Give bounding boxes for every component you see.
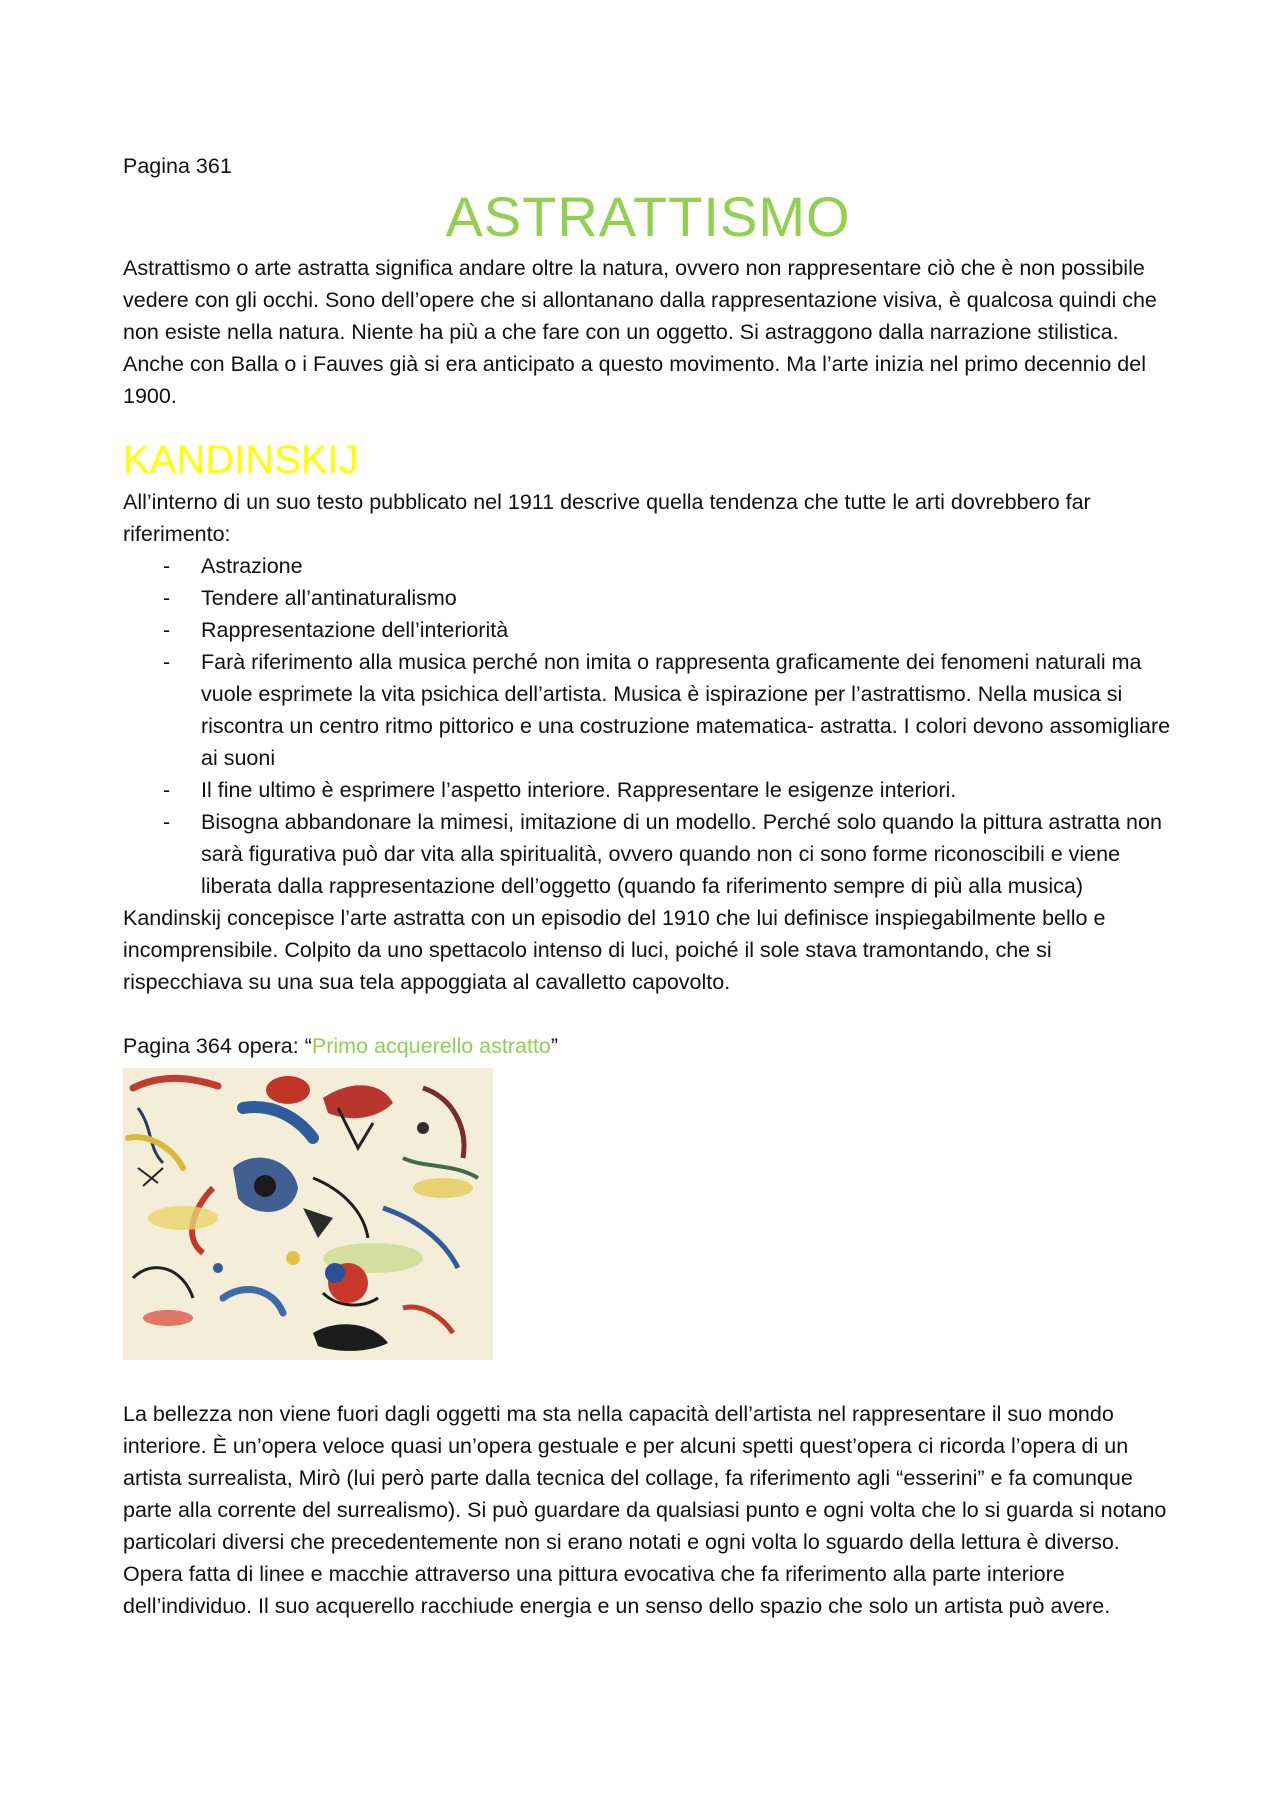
artwork-suffix: ”	[550, 1034, 559, 1058]
episode-paragraph: Kandinskij concepisce l’arte astratta con un episodio del 1910 che lui definisce inspiegabilmente bello e incomprensibile. Colpito da uno spettacolo intenso di luci, poiché il sole stava tramontando, che si rispecchiava su una sua tela appoggiata al cavalletto capovolto.	[123, 906, 1106, 994]
abstract-watercolor-painting-icon	[123, 1068, 493, 1360]
document-page	[123, 150, 1173, 1622]
bullet-dash: -	[163, 618, 171, 642]
list-item-text: Il fine ultimo è esprimere l’aspetto interiore. Rappresentare le esigenze interiori.	[201, 778, 957, 802]
list-item-text: Farà riferimento alla musica perché non imita o rappresenta graficamente dei fenomeni naturali ma vuole esprimete la vita psichica dell’artista. Musica è ispirazione per l’astrattismo. Nella musica si riscontra un centro ritmo pittorico e una costruzione matematica- astratta. I colori devono assomigliare ai suoni	[201, 650, 1171, 770]
bullet-dash: -	[163, 650, 171, 674]
list-item	[123, 614, 1173, 646]
conclusion-paragraph: La bellezza non viene fuori dagli oggetti ma sta nella capacità dell’artista nel rappresentare il suo mondo interiore. È un’opera veloce quasi un’opera gestuale e per alcuni spetti quest’opera ci ricorda l’opera di un artista surrealista, Mirò (lui però parte dalla tecnica del collage, fa riferimento agli “esserini” e fa comunque parte alla corrente del surrealismo). Si può guardare da qualsiasi punto e ogni volta che lo si guarda si notano particolari diversi che precedentemente non si erano notati e ogni volta lo sguardo della lettura è diverso. Opera fatta di linee e macchie attraverso una pittura evocativa che fa riferimento alla parte interiore dell’individuo. Il suo acquerello racchiude energia e un senso dello spazio che solo un artista può avere.	[123, 1402, 1167, 1618]
page-number: Pagina 361	[123, 154, 232, 178]
page-title: ASTRATTISMO	[445, 185, 851, 248]
bullet-dash: -	[163, 586, 171, 610]
artwork-title: Primo acquerello astratto	[311, 1034, 551, 1058]
bullet-dash: -	[163, 554, 171, 578]
list-item-text: Astrazione	[201, 554, 303, 578]
list-item-text: Bisogna abbandonare la mimesi, imitazione di un modello. Perché solo quando la pittura astratta non sarà figurativa può dar vita alla spiritualità, ovvero quando non ci sono forme riconoscibili e viene liberata dalla rappresentazione dell’oggetto (quando fa riferimento sempre di più alla musica)	[201, 810, 1162, 898]
bullet-dash: -	[163, 810, 171, 834]
list-item	[123, 646, 1173, 774]
intro-paragraph: Astrattismo o arte astratta significa andare oltre la natura, ovvero non rappresentare ciò che è non possibile vedere con gli occhi. Sono dell’opere che si allontanano dalla rappresentazione visiva, è qualcosa quindi che non esiste nella natura. Niente ha più a che fare con un oggetto. Si astraggono dalla narrazione stilistica. Anche con Balla o i Fauves già si era anticipato a questo movimento. Ma l’arte inizia nel primo decennio del 1900.	[123, 256, 1157, 408]
list-item	[123, 774, 1173, 806]
bullet-dash: -	[163, 778, 171, 802]
list-item-text: Rappresentazione dell’interiorità	[201, 618, 509, 642]
kandinskij-lead: All’interno di un suo testo pubblicato nel 1911 descrive quella tendenza che tutte le arti dovrebbero far riferimento:	[123, 490, 1091, 546]
list-item	[123, 550, 1173, 582]
list-item	[123, 582, 1173, 614]
list-item-text: Tendere all’antinaturalismo	[201, 586, 457, 610]
principles-list	[123, 550, 1173, 902]
list-item	[123, 806, 1173, 902]
artwork-caption	[123, 1030, 1173, 1062]
kandinskij-heading: KANDINSKIJ	[123, 438, 359, 482]
artwork-prefix: Pagina 364 opera: “	[123, 1034, 312, 1058]
